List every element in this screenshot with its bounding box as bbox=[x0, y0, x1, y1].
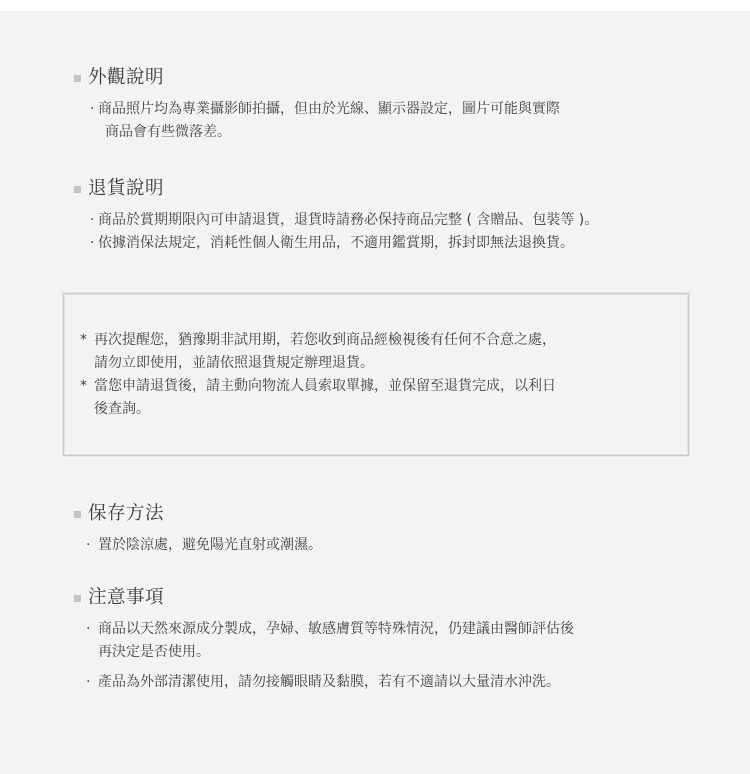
list-item bbox=[86, 618, 574, 664]
item-text-line: 再決定是否使用。 bbox=[98, 644, 210, 660]
list-item bbox=[90, 232, 598, 255]
notice-text-line: 當您申請退貨後，請主動向物流人員索取單據，並保留至退貨完成，以利日 bbox=[94, 378, 556, 394]
heading-square-icon bbox=[74, 186, 81, 193]
list-item bbox=[90, 209, 598, 232]
bullet-dot-icon: · bbox=[90, 101, 95, 117]
notice-text-line: 再次提醒您，猶豫期非試用期，若您收到商品經檢視後有任何不合意之處， bbox=[94, 332, 556, 348]
item-text-line: 依據消保法規定，消耗性個人衛生用品，不適用鑑賞期，拆封即無法退換貨。 bbox=[98, 235, 574, 251]
item-text-line: 商品會有些微落差。 bbox=[105, 124, 231, 140]
bullet-dot-icon: · bbox=[86, 537, 91, 553]
asterisk-marker-icon: * bbox=[80, 378, 87, 394]
notice-box bbox=[63, 293, 689, 456]
item-text-line: 商品以天然來源成分製成，孕婦、敏感膚質等特殊情況，仍建議由醫師評估後 bbox=[98, 621, 574, 637]
notice-item bbox=[80, 329, 556, 375]
bullet-dot-icon: · bbox=[86, 674, 91, 690]
section-title: 外觀說明 bbox=[88, 67, 165, 88]
section-storage bbox=[74, 502, 322, 557]
item-text-line: 產品為外部清潔使用，請勿接觸眼睛及黏膜，若有不適請以大量清水沖洗。 bbox=[98, 674, 560, 690]
bullet-dot-icon: · bbox=[90, 212, 95, 228]
section-cautions bbox=[74, 586, 574, 694]
section-heading bbox=[74, 586, 574, 610]
bullet-dot-icon: · bbox=[90, 235, 95, 251]
item-text-line: 置於陰涼處，避免陽光直射或潮濕。 bbox=[98, 537, 322, 553]
section-returns bbox=[74, 177, 598, 255]
heading-square-icon bbox=[74, 595, 81, 602]
list-item bbox=[86, 534, 322, 557]
list-item bbox=[86, 671, 574, 694]
item-text-line: 商品照片均為專業攝影師拍攝，但由於光線、顯示器設定，圖片可能與實際 bbox=[98, 101, 560, 117]
section-title: 退貨說明 bbox=[88, 178, 165, 199]
heading-square-icon bbox=[74, 511, 81, 518]
heading-square-icon bbox=[74, 75, 81, 82]
list-item bbox=[90, 98, 560, 144]
section-appearance bbox=[74, 66, 560, 144]
section-title: 保存方法 bbox=[88, 503, 165, 524]
section-heading bbox=[74, 502, 322, 526]
section-heading bbox=[74, 177, 598, 201]
item-text-line: 商品於賞期期限內可申請退貨，退貨時請務必保持商品完整 ( 含贈品、包裝等 )。 bbox=[98, 212, 599, 228]
section-heading bbox=[74, 66, 560, 90]
notice-item bbox=[80, 375, 556, 421]
notice-text-line: 後查詢。 bbox=[94, 401, 150, 417]
bullet-dot-icon: · bbox=[86, 621, 91, 637]
asterisk-marker-icon: * bbox=[80, 332, 87, 348]
section-title: 注意事項 bbox=[88, 587, 165, 608]
product-info-page bbox=[0, 11, 750, 774]
notice-text-line: 請勿立即使用，並請依照退貨規定辦理退貨。 bbox=[94, 355, 374, 371]
